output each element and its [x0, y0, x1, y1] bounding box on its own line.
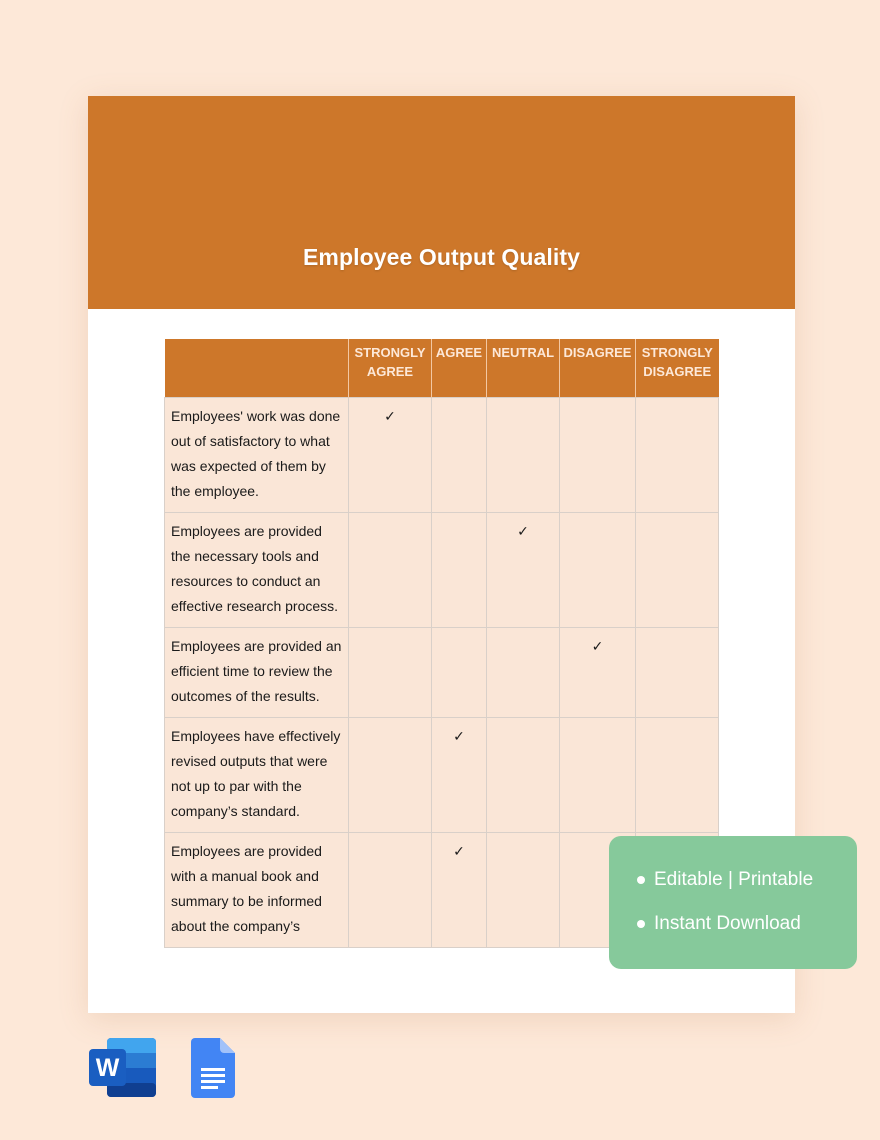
- response-cell[interactable]: [432, 398, 487, 513]
- table-header-row: [165, 339, 719, 398]
- checkmark-icon: ✓: [517, 523, 529, 539]
- response-cell[interactable]: [349, 833, 432, 948]
- google-docs-icon[interactable]: [191, 1038, 235, 1103]
- checkmark-icon: ✓: [591, 638, 604, 654]
- column-header-agree: AGREE: [432, 339, 487, 398]
- word-icon[interactable]: [89, 1038, 156, 1102]
- table-row: [165, 513, 719, 628]
- response-cell[interactable]: [487, 833, 560, 948]
- statement-cell: Employees have effectively revised outputs that were not up to par with the company’s standard.: [165, 718, 349, 833]
- badge-item-label: Editable | Printable: [654, 869, 814, 890]
- response-cell[interactable]: [487, 628, 560, 718]
- table-row: [165, 718, 719, 833]
- column-header-strongly-agree: STRONGLY AGREE: [349, 339, 432, 398]
- table-row: [165, 398, 719, 513]
- response-cell[interactable]: [636, 718, 719, 833]
- page-title: Employee Output Quality: [302, 244, 581, 270]
- response-cell[interactable]: [349, 628, 432, 718]
- checkmark-icon: ✓: [453, 843, 465, 859]
- response-cell[interactable]: [487, 398, 560, 513]
- statement-cell: Employees' work was done out of satisfactory to what was expected of them by the employee.: [165, 398, 349, 513]
- response-cell[interactable]: [560, 718, 636, 833]
- response-cell[interactable]: [560, 398, 636, 513]
- response-cell[interactable]: [432, 513, 487, 628]
- column-header-strongly-disagree: STRONGLY DISAGREE: [636, 339, 719, 398]
- response-cell[interactable]: [636, 398, 719, 513]
- response-cell[interactable]: [432, 628, 487, 718]
- statement-cell: Employees are provided with a manual book and summary to be informed about the company’s: [165, 833, 349, 948]
- response-cell[interactable]: [636, 513, 719, 628]
- badge-item-download: [637, 913, 801, 935]
- response-cell[interactable]: [487, 718, 560, 833]
- response-cell[interactable]: [636, 628, 719, 718]
- column-header-statement: [165, 339, 349, 398]
- statement-cell: Employees are provided an efficient time to review the outcomes of the results.: [165, 628, 349, 718]
- svg-text:W: W: [95, 1054, 120, 1082]
- response-cell-checked[interactable]: [487, 513, 560, 628]
- column-header-disagree: DISAGREE: [560, 339, 636, 398]
- response-cell-checked[interactable]: [560, 628, 636, 718]
- response-cell-checked[interactable]: [432, 833, 487, 948]
- checkmark-icon: ✓: [384, 408, 396, 424]
- statement-cell: Employees are provided the necessary tools and resources to conduct an effective research process.: [165, 513, 349, 628]
- response-cell[interactable]: [349, 718, 432, 833]
- response-cell-checked[interactable]: [432, 718, 487, 833]
- checkmark-icon: ✓: [453, 728, 465, 744]
- bullet-icon: [637, 876, 645, 884]
- response-cell[interactable]: [349, 513, 432, 628]
- response-cell[interactable]: [560, 513, 636, 628]
- column-header-neutral: NEUTRAL: [487, 339, 560, 398]
- response-cell-checked[interactable]: [349, 398, 432, 513]
- features-badge: [609, 836, 857, 969]
- document-header: [88, 96, 795, 309]
- bullet-icon: [637, 920, 645, 928]
- badge-item-editable: [637, 869, 813, 891]
- badge-item-label: Instant Download: [654, 913, 801, 934]
- table-row: [165, 628, 719, 718]
